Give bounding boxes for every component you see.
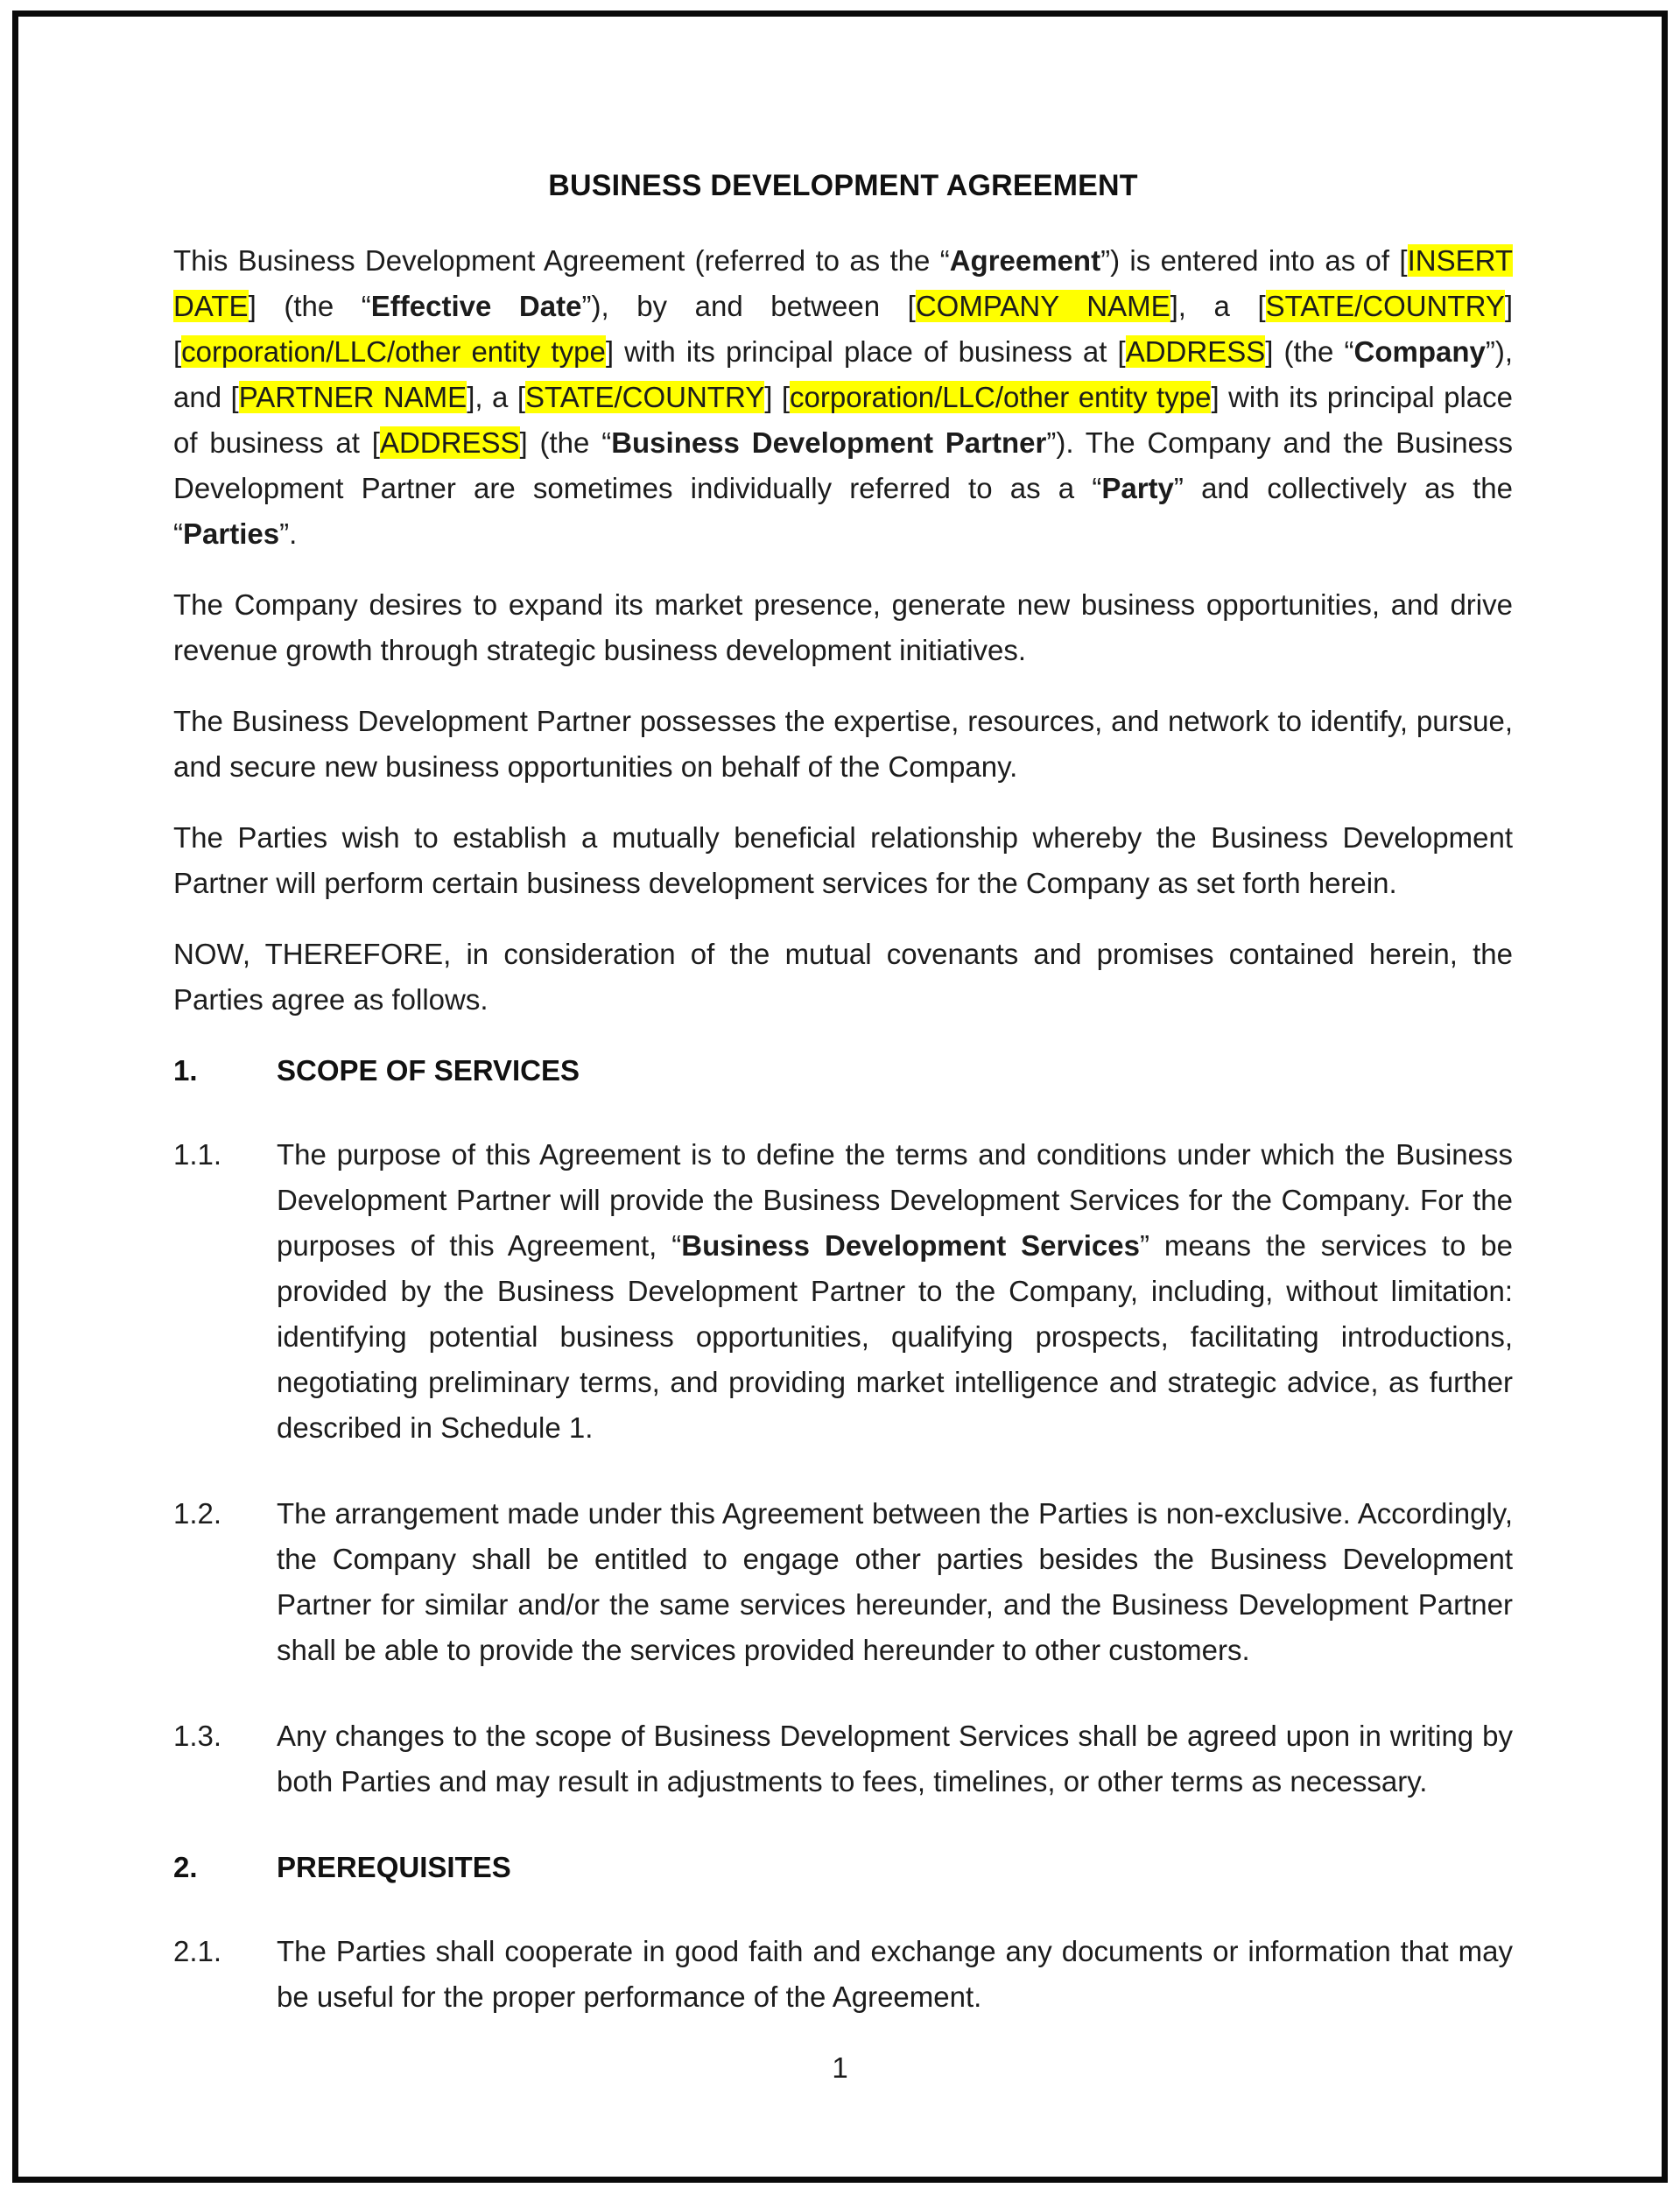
text-segment: ] with its principal place of business at [ xyxy=(605,335,1126,368)
document-title: BUSINESS DEVELOPMENT AGREEMENT xyxy=(548,169,1138,202)
text-segment: ”), by and between [ xyxy=(581,290,916,322)
section-heading xyxy=(173,1048,1513,1094)
page-number: 1 xyxy=(832,2051,848,2084)
section-number: 1. xyxy=(173,1054,198,1087)
clause-text xyxy=(277,1491,1513,1673)
paragraph xyxy=(173,582,1513,673)
clause-number: 2.1. xyxy=(173,1935,222,1967)
text-segment: The Business Development Partner possesses the expertise, resources, and network to identify, pursue, and secure new business opportunities on behalf of the Company. xyxy=(173,705,1513,783)
text-segment: The Parties shall cooperate in good faith and exchange any documents or information that may be useful for the proper performance of the Agreement. xyxy=(277,1935,1513,2013)
text-segment: The Company desires to expand its market presence, generate new business opportunities, and drive revenue growth through strategic business development initiatives. xyxy=(173,588,1513,666)
text-segment: ”. xyxy=(279,517,298,550)
text-segment: ”), and [ xyxy=(173,335,1513,413)
text-segment: ] with its principal place of business at [ xyxy=(173,381,1513,459)
clause-number: 1.2. xyxy=(173,1497,222,1530)
paragraph xyxy=(173,699,1513,790)
bold-term: Effective Date xyxy=(370,290,582,322)
highlight-placeholder: corporation/LLC/other entity type xyxy=(181,335,606,368)
highlight-placeholder: STATE/COUNTRY xyxy=(525,381,765,413)
text-segment: The Parties wish to establish a mutually beneficial relationship whereby the Business Development Partner will perform certain business development services for the Company as set forth herein. xyxy=(173,821,1513,899)
document-blocks xyxy=(173,238,1513,2020)
highlight-placeholder: ADDRESS xyxy=(379,426,520,459)
clause-text xyxy=(277,1713,1513,1805)
text-segment: ”) is entered into as of [ xyxy=(1100,244,1408,277)
section-title: PREREQUISITES xyxy=(277,1851,511,1883)
numbered-clause xyxy=(173,1132,1513,1451)
numbered-clause xyxy=(173,1713,1513,1805)
clause-text xyxy=(277,1132,1513,1451)
highlight-placeholder: STATE/COUNTRY xyxy=(1265,290,1505,322)
highlight-placeholder: ADDRESS xyxy=(1125,335,1266,368)
text-segment: ” means the services to be provided by the Business Development Partner to the Company, including, without limitation: identifying potential business opportunities, qualifying prospects, facilitating introductions, negotiating preliminary terms, and providing market intelligence and strategic advice, as further described in Schedule 1. xyxy=(277,1229,1513,1444)
text-segment: ] (the “ xyxy=(519,426,612,459)
bold-term: Business Development Partner xyxy=(611,426,1047,459)
highlight-placeholder: INSERT DATE xyxy=(173,244,1513,322)
text-segment: The purpose of this Agreement is to define the terms and conditions under which the Business Development Partner will provide the Business Development Services for the Company. For the purposes of this Agreement, “ xyxy=(277,1138,1513,1262)
document-content xyxy=(173,0,1513,2060)
paragraph xyxy=(173,932,1513,1023)
text-segment: ] [ xyxy=(173,290,1513,368)
text-segment: ], a [ xyxy=(467,381,526,413)
numbered-clause xyxy=(173,1929,1513,2020)
section-heading xyxy=(173,1845,1513,1890)
highlight-placeholder: PARTNER NAME xyxy=(238,381,467,413)
section-number: 2. xyxy=(173,1851,198,1883)
clause-number: 1.1. xyxy=(173,1138,222,1171)
highlight-placeholder: corporation/LLC/other entity type xyxy=(790,381,1212,413)
text-segment: The arrangement made under this Agreement between the Parties is non-exclusive. Accordingly, the Company shall be entitled to engage other parties besides the Business Development Partner for similar and/or the same services hereunder, and the Business Development Partner shall be able to provide the services provided hereunder to other customers. xyxy=(277,1497,1513,1666)
bold-term: Party xyxy=(1101,472,1174,504)
highlight-placeholder: COMPANY NAME xyxy=(915,290,1170,322)
clause-number: 1.3. xyxy=(173,1720,222,1752)
text-segment: ], a [ xyxy=(1170,290,1266,322)
text-segment: ”). The Company and the Business Development Partner are sometimes individually referred to as a “ xyxy=(173,426,1513,504)
bold-term: Agreement xyxy=(949,244,1101,277)
section-title: SCOPE OF SERVICES xyxy=(277,1054,580,1087)
clause-text xyxy=(277,1929,1513,2020)
bold-term: Business Development Services xyxy=(681,1229,1140,1262)
bold-term: Parties xyxy=(183,517,280,550)
paragraph xyxy=(173,238,1513,557)
text-segment: ] (the “ xyxy=(248,290,371,322)
numbered-clause xyxy=(173,1491,1513,1673)
text-segment: ] [ xyxy=(764,381,791,413)
text-segment: Any changes to the scope of Business Development Services shall be agreed upon in writing by both Parties and may result in adjustments to fees, timelines, or other terms as necessary. xyxy=(277,1720,1513,1798)
paragraph xyxy=(173,815,1513,906)
text-segment: NOW, THEREFORE, in consideration of the mutual covenants and promises contained herein, the Parties agree as follows. xyxy=(173,938,1513,1016)
text-segment: This Business Development Agreement (referred to as the “ xyxy=(173,244,950,277)
bold-term: Company xyxy=(1353,335,1486,368)
text-segment: ] (the “ xyxy=(1265,335,1354,368)
text-segment: ” and collectively as the “ xyxy=(173,472,1513,550)
